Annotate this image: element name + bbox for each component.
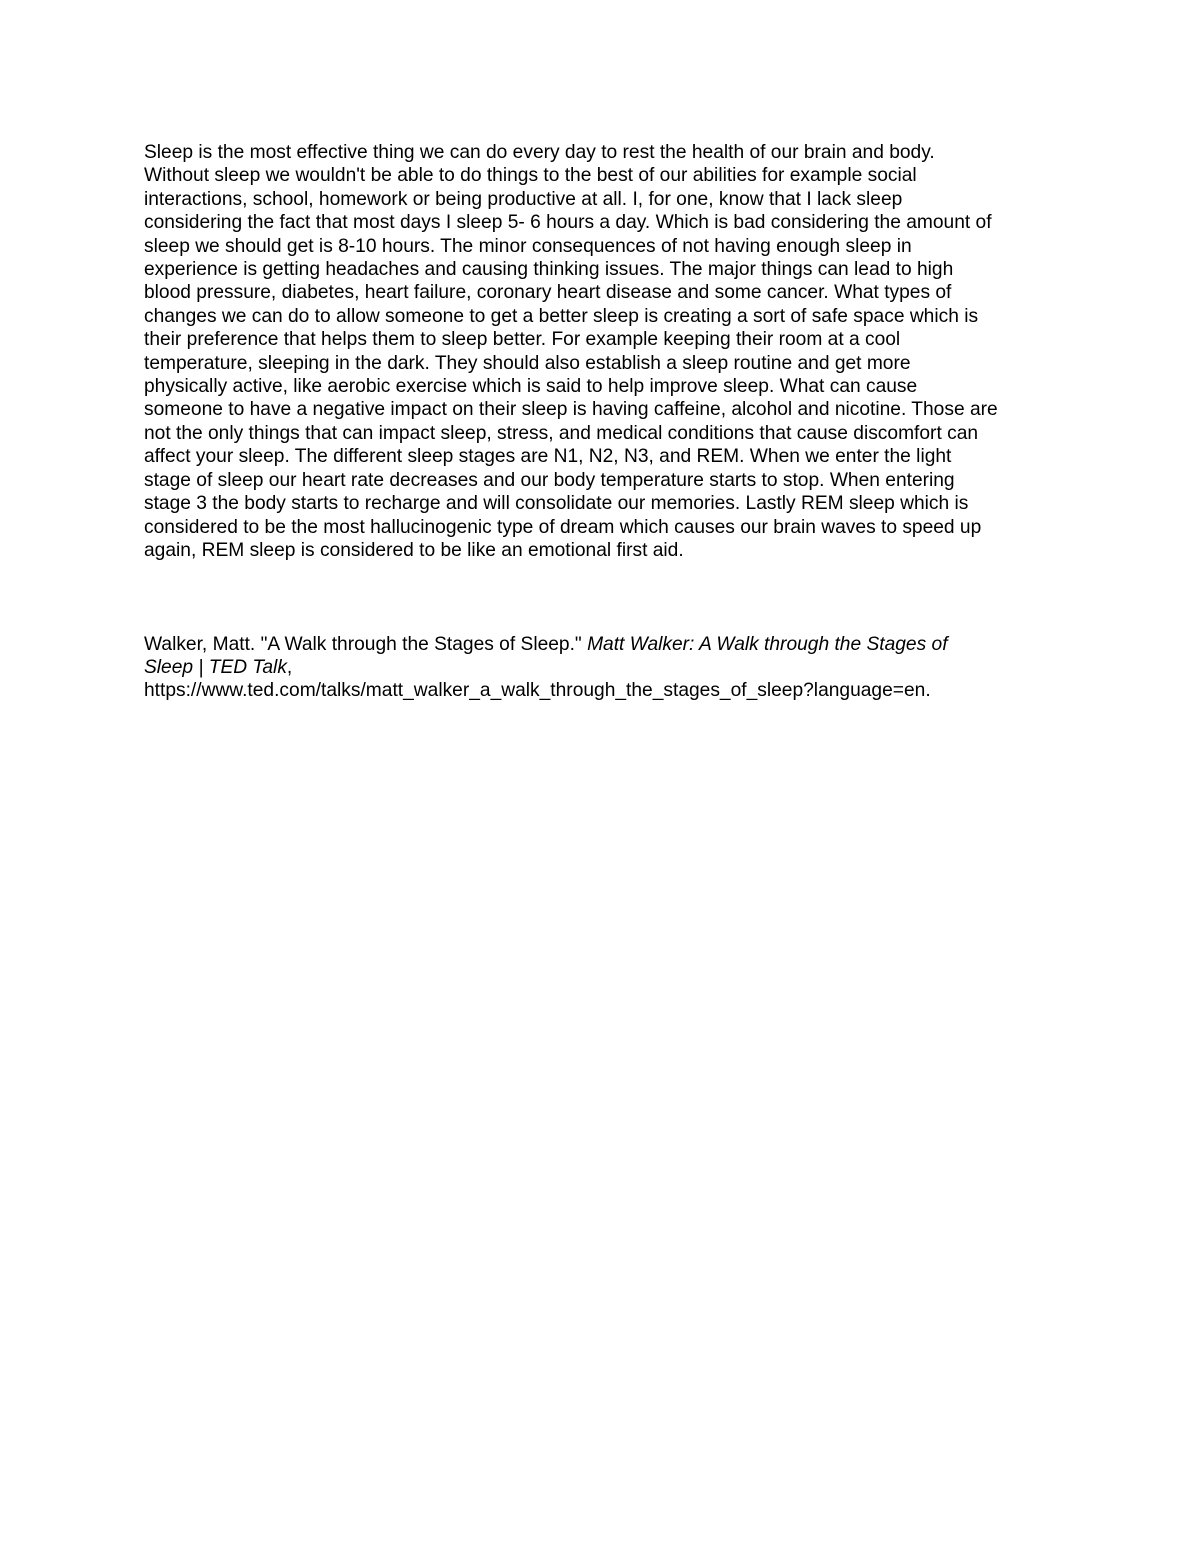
paragraph-line: someone to have a negative impact on their sleep is having caffeine, alcohol and nicotine. Those are <box>144 399 998 421</box>
citation-source-title: Matt Walker: A Walk through the Stages of <box>587 633 948 655</box>
paragraph-line: not the only things that can impact sleep, stress, and medical conditions that cause discomfort can <box>144 422 979 444</box>
paragraph-line: Sleep is the most effective thing we can do every day to rest the health of our brain and body. <box>144 142 935 163</box>
body-paragraph <box>144 141 1064 562</box>
citation-author-title: Walker, Matt. "A Walk through the Stages of Sleep." <box>144 633 588 655</box>
citation-comma: , <box>286 656 293 678</box>
citation-line-1 <box>144 633 1064 656</box>
citation <box>144 633 1064 703</box>
citation-line-2 <box>144 656 1064 679</box>
paragraph-line: considered to be the most hallucinogenic type of dream which causes our brain waves to speed up <box>144 516 982 538</box>
paragraph-line: interactions, school, homework or being productive at all. I, for one, know that I lack sleep <box>144 188 903 210</box>
paragraph-line: experience is getting headaches and causing thinking issues. The major things can lead to high <box>144 259 954 281</box>
paragraph-line: considering the fact that most days I sleep 5- 6 hours a day. Which is bad considering the amount of <box>144 212 992 234</box>
paragraph-line: affect your sleep. The different sleep stages are N1, N2, N3, and REM. When we enter the light <box>144 446 952 468</box>
paragraph-line: physically active, like aerobic exercise which is said to help improve sleep. What can cause <box>144 376 918 398</box>
citation-source-title-cont: Sleep | TED Talk <box>144 656 287 678</box>
paragraph-line: stage of sleep our heart rate decreases and our body temperature starts to stop. When entering <box>144 469 955 491</box>
paragraph-line: again, REM sleep is considered to be like an emotional first aid. <box>144 539 684 561</box>
paragraph-line: changes we can do to allow someone to get a better sleep is creating a sort of safe space which is <box>144 305 979 327</box>
citation-url: https://www.ted.com/talks/matt_walker_a_walk_through_the_stages_of_sleep?language=en. <box>144 680 931 702</box>
paragraph-line: sleep we should get is 8-10 hours. The minor consequences of not having enough sleep in <box>144 235 912 257</box>
document-content <box>144 141 1064 703</box>
paragraph-line: Without sleep we wouldn't be able to do things to the best of our abilities for example social <box>144 165 917 187</box>
paragraph-line: temperature, sleeping in the dark. They should also establish a sleep routine and get more <box>144 352 911 374</box>
paragraph-line: stage 3 the body starts to recharge and will consolidate our memories. Lastly REM sleep which is <box>144 493 969 515</box>
paragraph-line: blood pressure, diabetes, heart failure, coronary heart disease and some cancer. What types of <box>144 282 952 304</box>
paragraph-spacer <box>144 562 1064 632</box>
paragraph-line: their preference that helps them to sleep better. For example keeping their room at a cool <box>144 329 901 351</box>
